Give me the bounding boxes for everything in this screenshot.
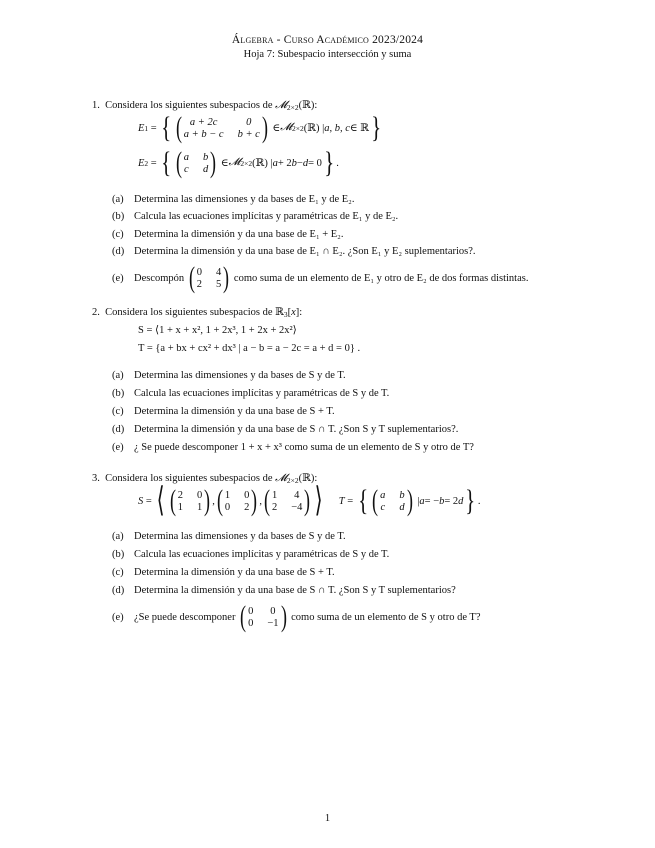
t-definition: T = {a + bx + cx² + dx³ | a − b = a − 2c = a + d = 0} . xyxy=(138,343,361,354)
e2-definition: E 2 = { ( a b c d ) ∈ 𝓜 2×2 (ℝ) | a + 2 b − d = 0 } . xyxy=(138,146,339,179)
exercise-1-number: 1. xyxy=(92,100,100,111)
exercise-3-item-d: (d) Determina la dimensión y da una base de S ∩ T. ¿Son S y T suplementarios? xyxy=(112,585,456,596)
exercise-2-item-e: (e) ¿ Se puede descomponer 1 + x + x³ como suma de un elemento de S y otro de T? xyxy=(112,442,474,453)
e1-definition: E 1 = { ( a + 2c 0 a + b − c b + c ) ∈ 𝓜 2×2 (ℝ) | a, b, c ∈ ℝ } xyxy=(138,111,382,144)
exercise-3-item-e: (e) ¿Se puede descomponer ( 0 0 0 −1 ) como suma de un elemento de S y otro de T? xyxy=(112,600,481,633)
exercise-2-item-a: (a) Determina las dimensiones y da bases de S y de T. xyxy=(112,370,346,381)
exercise-2-intro: 2. Considera los siguientes subespacios de ℝ$_3$[x]: xyxy=(92,307,303,319)
exercise-1-item-b: (b) Calcula las ecuaciones implícitas y paramétricas de E₁ y de E₂. xyxy=(112,211,399,222)
exercise-3-definitions: S = ⟨ ( 2 0 1 1 ) , ( 1 0 0 2 ) , ( 1 4 2 −4 ) ⟩ T = { ( a b c d ) | a = − b = 2 d } . xyxy=(138,482,481,519)
page-number: 1 xyxy=(324,813,331,824)
exercise-1-item-e: (e) Descompón ( 0 4 2 5 ) como suma de un elemento de E₁ y otro de E₂ de dos formas distintas. xyxy=(112,261,529,294)
s-definition: S = ⟨1 + x + x², 1 + 2x³, 1 + 2x + 2x²⟩ xyxy=(138,325,297,336)
page-subtitle: Hoja 7: Subespacio intersección y suma xyxy=(243,49,412,60)
exercise-2-item-b: (b) Calcula las ecuaciones implícitas y paramétricas de S y de T. xyxy=(112,388,390,399)
exercise-1-item-d: (d) Determina la dimensión y da una base de E₁ ∩ E₂. ¿Son E₁ y E₂ suplementarios?. xyxy=(112,246,476,257)
exercise-2-item-d: (d) Determina la dimensión y da una base de S ∩ T. ¿Son S y T suplementarios?. xyxy=(112,424,459,435)
exercise-1-intro-text: Considera los siguientes subespacios de xyxy=(105,100,276,111)
exercise-3-item-a: (a) Determina las dimensiones y da bases de S y de T. xyxy=(112,531,346,542)
exercise-1-intro: 1. Considera los siguientes subespacios de 𝓜$_{2\times 2}$(ℝ): xyxy=(92,100,318,112)
exercise-1-item-a: (a) Determina las dimensiones y da bases de E₁ y de E₂. xyxy=(112,194,355,205)
exercise-3-intro: 3. Considera los siguientes subespacios de 𝓜$_{2\times 2}$(ℝ): xyxy=(92,473,318,485)
exercise-3-item-c: (c) Determina la dimensión y da una base de S + T. xyxy=(112,567,335,578)
page-title: Álgebra - Curso Académico 2023/2024 xyxy=(231,34,424,46)
exercise-3-item-b: (b) Calcula las ecuaciones implícitas y paramétricas de S y de T. xyxy=(112,549,390,560)
exercise-2-item-c: (c) Determina la dimensión y da una base de S + T. xyxy=(112,406,335,417)
exercise-1-item-c: (c) Determina la dimensión y da una base de E₁ + E₂. xyxy=(112,229,344,240)
